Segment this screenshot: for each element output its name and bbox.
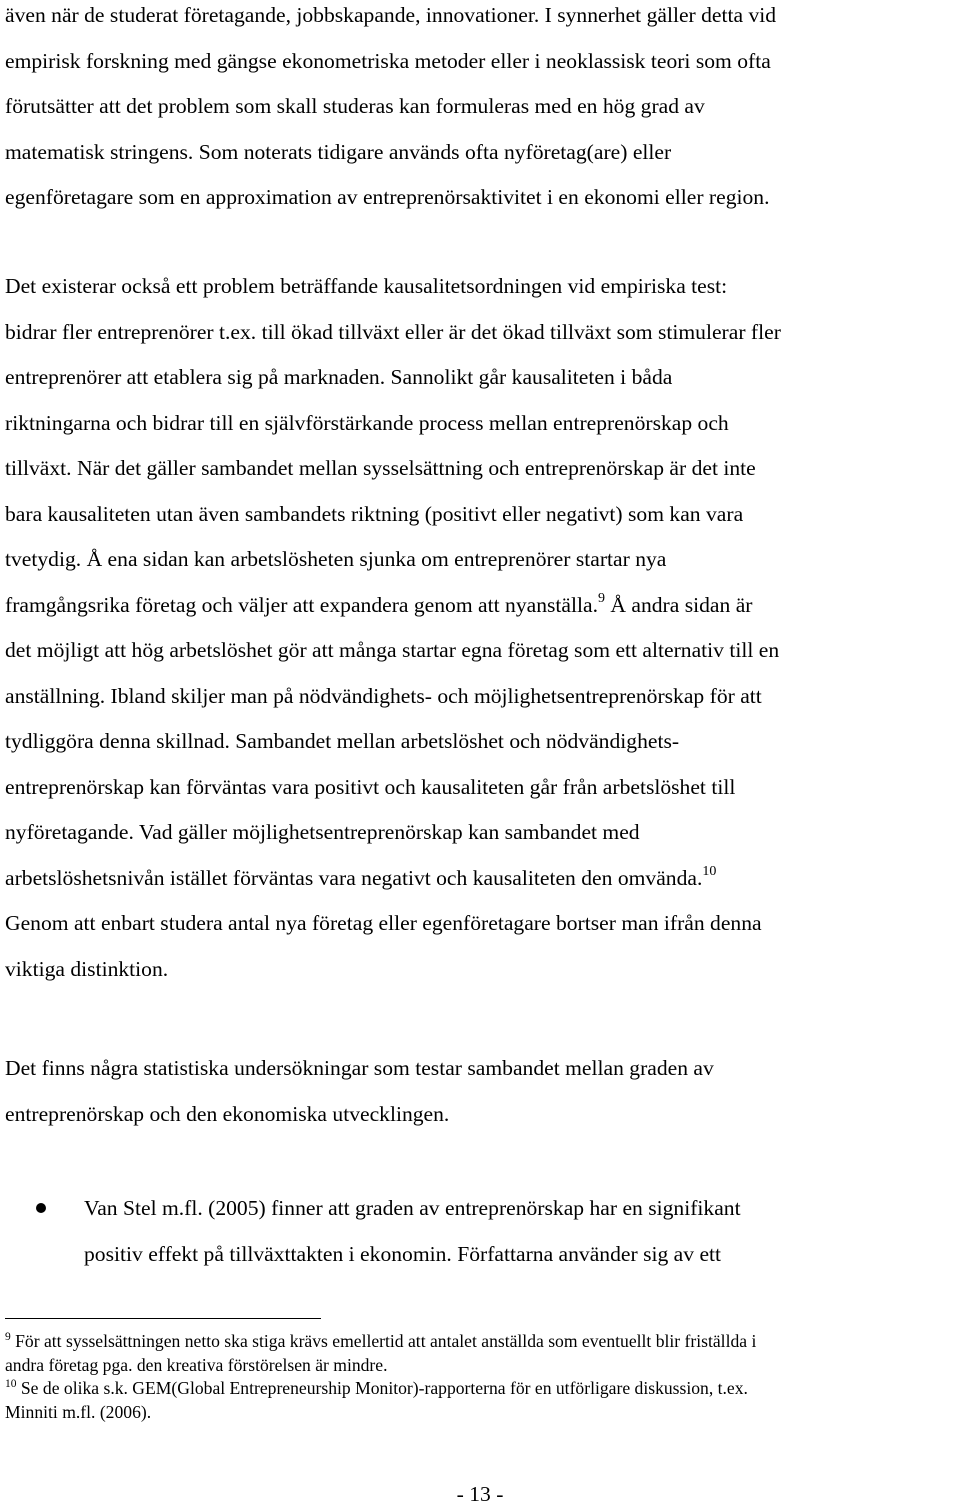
bullet-dot: [36, 1203, 46, 1213]
text-line: nyföretagande. Vad gäller möjlighetsentreprenörskap kan sambandet med: [5, 820, 640, 844]
paragraph-3: [5, 1046, 955, 1137]
text-line: positiv effekt på tillväxttakten i ekonomin. Författarna använder sig av ett: [84, 1241, 722, 1266]
text-line: det möjligt att hög arbetslöshet gör att många startar egna företag som ett alternativ till en: [5, 638, 780, 662]
text-line: förutsätter att det problem som skall studeras kan formuleras med en hög grad av: [5, 94, 705, 118]
footnote-text: För att sysselsättningen netto ska stiga krävs emellertid att antalet anställda som eventuellt blir friställda i: [10, 1331, 757, 1351]
paragraph-2: [5, 264, 955, 992]
paragraph-1: [5, 0, 955, 221]
text-line: egenföretagare som en approximation av entreprenörsaktivitet i en ekonomi eller region.: [5, 185, 770, 209]
text-segment: Å andra sidan är: [604, 592, 753, 617]
text-line: Van Stel m.fl. (2005) finner att graden av entreprenörskap har en signifikant: [84, 1196, 741, 1220]
footnote-number: 10: [5, 1378, 17, 1390]
footnote-10: [5, 1377, 955, 1401]
text-line: Genom att enbart studera antal nya företag eller egenföretagare bortser man ifrån denna: [5, 911, 762, 935]
text-line: även när de studerat företagande, jobbskapande, innovationer. I synnerhet gäller detta vid: [5, 3, 777, 27]
footnote-text: Se de olika s.k. GEM(Global Entrepreneurship Monitor)-rapporterna för en utförligare diskussion, t.ex.: [16, 1378, 748, 1398]
footnote-ref-9[interactable]: 9: [597, 590, 605, 606]
text-line: entreprenörskap kan förväntas vara positivt och kausaliteten går från arbetslöshet till: [5, 774, 736, 799]
text-line: bidrar fler entreprenörer t.ex. till ökad tillväxt eller är det ökad tillväxt som stimulerar fler: [5, 319, 781, 344]
text-line: entreprenörskap och den ekonomiska utvecklingen.: [5, 1101, 450, 1126]
text-line: matematisk stringens. Som noterats tidigare används ofta nyföretag(are) eller: [5, 139, 672, 164]
text-segment: arbetslöshetsnivån istället förväntas vara negativt och kausaliteten den omvända.: [5, 865, 703, 890]
text-line: [5, 856, 955, 902]
footnote-ref-10[interactable]: 10: [702, 863, 717, 879]
bullet-item: [84, 1186, 954, 1277]
text-line: empirisk forskning med gängse ekonometriska metoder eller i neoklassisk teori som ofta: [5, 48, 771, 73]
text-line: tydliggöra denna skillnad. Sambandet mellan arbetslöshet och nödvändighets-: [5, 729, 680, 753]
footnote-separator: [5, 1318, 321, 1319]
text-line: Det finns några statistiska undersökningar som testar sambandet mellan graden av: [5, 1056, 714, 1080]
text-line: anställning. Ibland skiljer man på nödvändighets- och möjlighetsentreprenörskap för att: [5, 683, 762, 708]
text-line: tvetydig. Å ena sidan kan arbetslösheten sjunka om entreprenörer startar nya: [5, 547, 667, 571]
footnote-text: andra företag pga. den kreativa förstörelsen är mindre.: [5, 1354, 388, 1375]
text-segment: framgångsrika företag och väljer att expandera genom att nyanställa.: [5, 592, 598, 617]
footnote-number: 9: [5, 1331, 11, 1343]
text-line: [5, 583, 955, 629]
text-line: riktningarna och bidrar till en självförstärkande process mellan entreprenörskap och: [5, 410, 729, 435]
footnotes: [5, 1330, 955, 1424]
footnote-9: [5, 1330, 955, 1354]
text-line: Det existerar också ett problem beträffande kausalitetsordningen vid empiriska test:: [5, 274, 728, 298]
text-line: entreprenörer att etablera sig på marknaden. Sannolikt går kausaliteten i båda: [5, 365, 673, 389]
text-line: viktiga distinktion.: [5, 956, 169, 981]
text-line: bara kausaliteten utan även sambandets riktning (positivt eller negativt) som kan vara: [5, 501, 744, 526]
footnote-text: Minniti m.fl. (2006).: [5, 1401, 152, 1422]
text-line: tillväxt. När det gäller sambandet mellan sysselsättning och entreprenörskap är det inte: [5, 456, 756, 480]
page-number: - 13 -: [456, 1482, 504, 1506]
